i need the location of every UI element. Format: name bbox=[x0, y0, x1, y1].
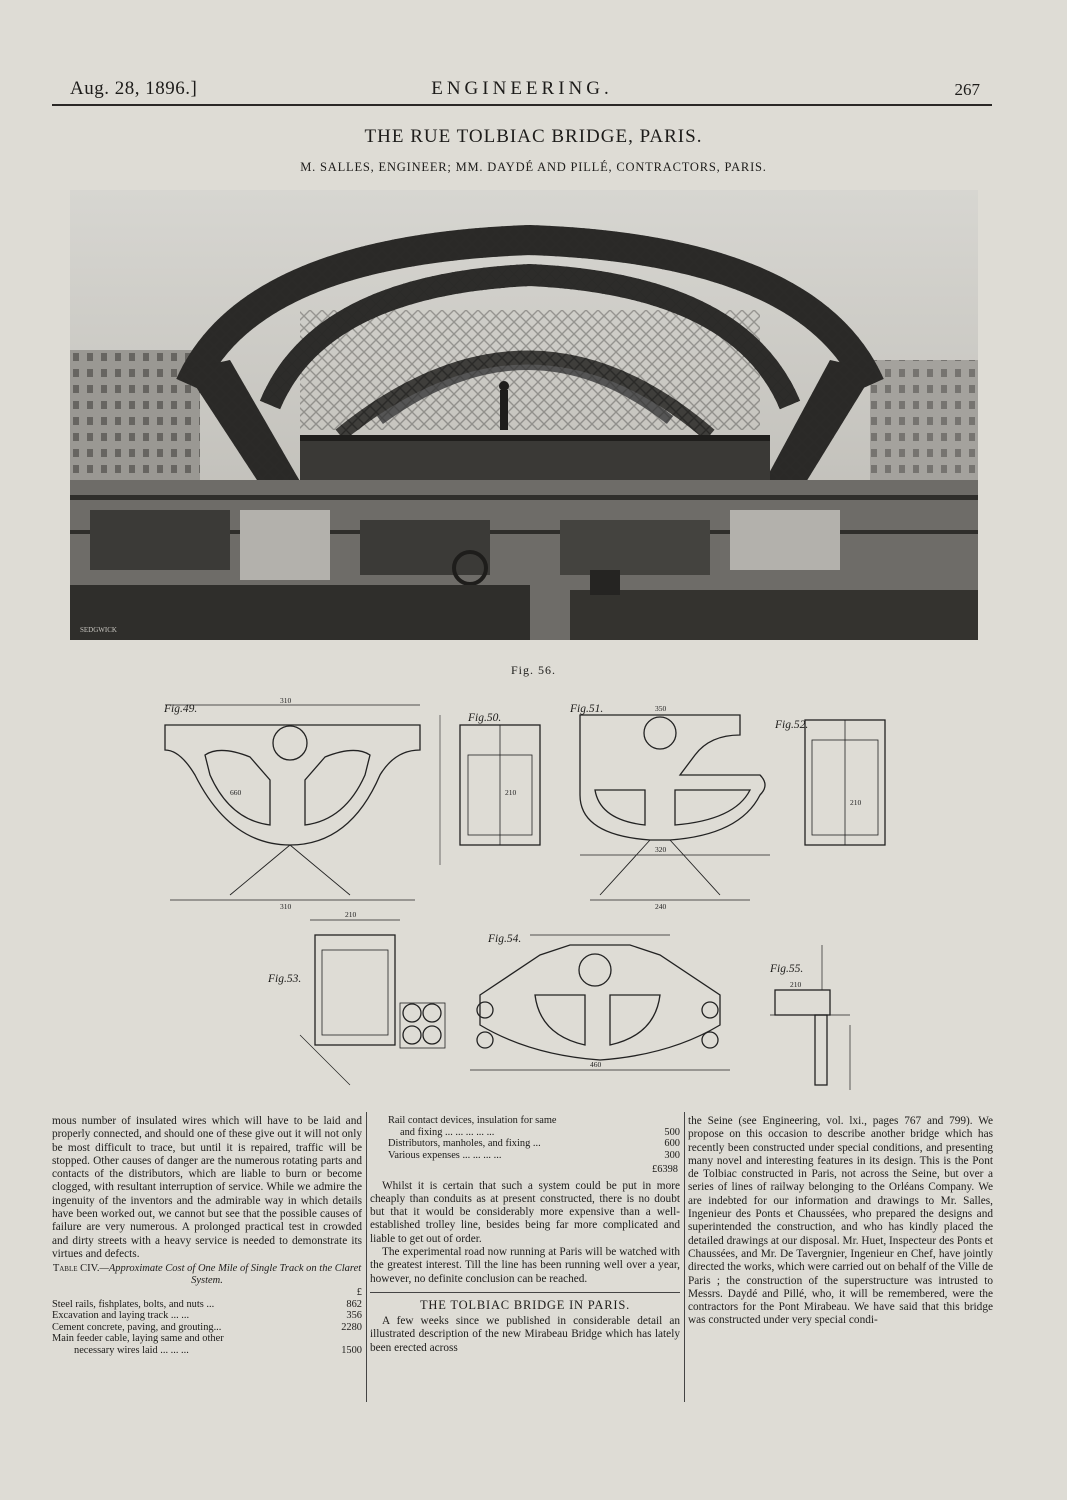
dimension-label: 660 bbox=[230, 788, 242, 797]
bridge-photograph bbox=[70, 190, 978, 640]
body-paragraph: The experimental road now running at Paris will be watched with the greatest interest. Till the line has been running well over a year, however, no definite conclusion can be reached. bbox=[370, 1245, 680, 1285]
table-row: and fixing ... ... ... ... ... 500 bbox=[400, 1126, 680, 1138]
bearing-drawings-svg bbox=[150, 695, 1000, 1095]
table-caption-label: Table CIV. bbox=[52, 1263, 100, 1275]
masthead: ENGINEERING. bbox=[431, 78, 613, 99]
dimension-label: 210 bbox=[790, 980, 802, 989]
fig-53-label: Fig.53. bbox=[268, 973, 302, 985]
cost-table bbox=[52, 1287, 362, 1356]
dimension-label: 310 bbox=[280, 902, 292, 911]
dimension-label: 240 bbox=[655, 902, 667, 911]
body-paragraph: Whilst it is certain that such a system could be put in more cheaply than conduits as at present constructed, there is no doubt but that it would be considerably more expensive than a well-established trolley line, besides being far more complicated and liable to get out of order. bbox=[370, 1179, 680, 1245]
fig-50-label: Fig.50. bbox=[468, 712, 502, 724]
dimension-label: 320 bbox=[655, 845, 667, 854]
body-paragraph: the Seine (see Engineering, vol. lxi., pages 767 and 799). We propose on this occasion to describe another bridge which has recently been constructed under special conditions, and presenting many novel and interesting features in its design. This is the Pont de Tolbiac constructed in Paris, not across the Seine, but over a series of lines of railway belonging to the Orléans Company. We are indebted for our information and drawings to Mr. Salles, Ingenieur des Ponts et Chaussées, who prepared the designs and superintended the construction, and who has kindly placed the detailed drawings at our disposal. Mr. Huet, Inspecteur des Ponts et Chaussées, and Mr. De Tavergnier, Ingenieur en Chef, have jointly directed the works, which were carried out on behalf of the Ville de Paris ; the construction of the superstructure was intrusted to Messrs. Daydé and Pillé, who, it will be remembered, were the contractors for the Pont Mirabeau. We have said that this bridge was constructed under very special condi- bbox=[688, 1115, 993, 1327]
article-title: THE RUE TOLBIAC BRIDGE, PARIS. bbox=[364, 126, 703, 147]
dimension-label: 460 bbox=[590, 1060, 602, 1069]
fig-49-label: Fig.49. bbox=[164, 703, 198, 715]
figure-caption: Fig. 56. bbox=[510, 663, 556, 677]
issue-date: Aug. 28, 1896.] bbox=[70, 78, 198, 99]
dimension-label: 350 bbox=[655, 704, 667, 713]
table-row: Steel rails, fishplates, bolts, and nuts ... 862 bbox=[52, 1298, 362, 1310]
column-3 bbox=[688, 1115, 993, 1328]
section-heading: THE TOLBIAC BRIDGE IN PARIS. bbox=[419, 1297, 631, 1312]
article-subtitle: M. SALLES, ENGINEER; MM. DAYDÉ AND PILLÉ, CONTRACTORS, PARIS. bbox=[300, 160, 767, 174]
cost-table-continued bbox=[370, 1115, 680, 1176]
column-rule bbox=[366, 1112, 367, 1402]
fig-54-label: Fig.54. bbox=[488, 933, 522, 945]
column-1 bbox=[52, 1115, 362, 1356]
fig-52-label: Fig.52. bbox=[775, 719, 809, 731]
column-rule bbox=[684, 1112, 685, 1402]
table-row: Various expenses ... ... ... ... 300 bbox=[388, 1149, 680, 1161]
table-row: Rail contact devices, insulation for same bbox=[388, 1115, 557, 1126]
table-row: Distributors, manholes, and fixing ... 600 bbox=[388, 1138, 680, 1149]
body-paragraph: mous number of insulated wires which will have to be laid and properly connected, and should one of these give out it will not only be most difficult to trace, but until it is repaired, traffic will be stopped. Other causes of danger are the numerous rotating parts and contacts of the distributors, which are liable to burn or become clogged, with resultant interruption of service. While we admire the ingenuity of the inventors and the admirable way in which details have been worked out, we cannot but see that the possible causes of failure are very numerous. A prolonged practical test in crowded and dirty streets with a heavy service is needed to demonstrate its virtues and defects. bbox=[52, 1115, 362, 1260]
page-number: 267 bbox=[954, 80, 980, 99]
currency-symbol: £ bbox=[356, 1287, 362, 1299]
dimension-label: 310 bbox=[280, 696, 292, 705]
body-paragraph: A few weeks since we published in considerable detail an illustrated description of the new Mirabeau Bridge which has lately been erected across bbox=[370, 1315, 680, 1354]
table-row: Main feeder cable, laying same and other bbox=[52, 1333, 224, 1345]
table-caption bbox=[52, 1263, 362, 1287]
fig-55-label: Fig.55. bbox=[770, 963, 804, 975]
table-row: necessary wires laid ... ... ... 1500 bbox=[74, 1344, 362, 1356]
engraver-signature: SEDGWICK bbox=[80, 626, 117, 634]
table-row: Cement concrete, paving, and grouting... 2280 bbox=[52, 1321, 362, 1333]
table-row: Excavation and laying track ... ... 356 bbox=[52, 1310, 362, 1322]
dimension-label: 210 bbox=[345, 910, 357, 919]
fig-51-label: Fig.51. bbox=[570, 703, 604, 715]
dimension-label: 210 bbox=[505, 788, 517, 797]
bridge-photo-illustration bbox=[70, 190, 978, 640]
technical-drawings bbox=[150, 695, 1000, 1095]
section-divider bbox=[370, 1292, 680, 1293]
table-caption-text: —Approximate Cost of One Mile of Single Track on the Claret System. bbox=[99, 1263, 362, 1287]
dimension-label: 210 bbox=[850, 798, 862, 807]
table-total: £6398 bbox=[652, 1164, 678, 1175]
header-rule bbox=[52, 104, 992, 106]
column-2 bbox=[370, 1115, 680, 1355]
